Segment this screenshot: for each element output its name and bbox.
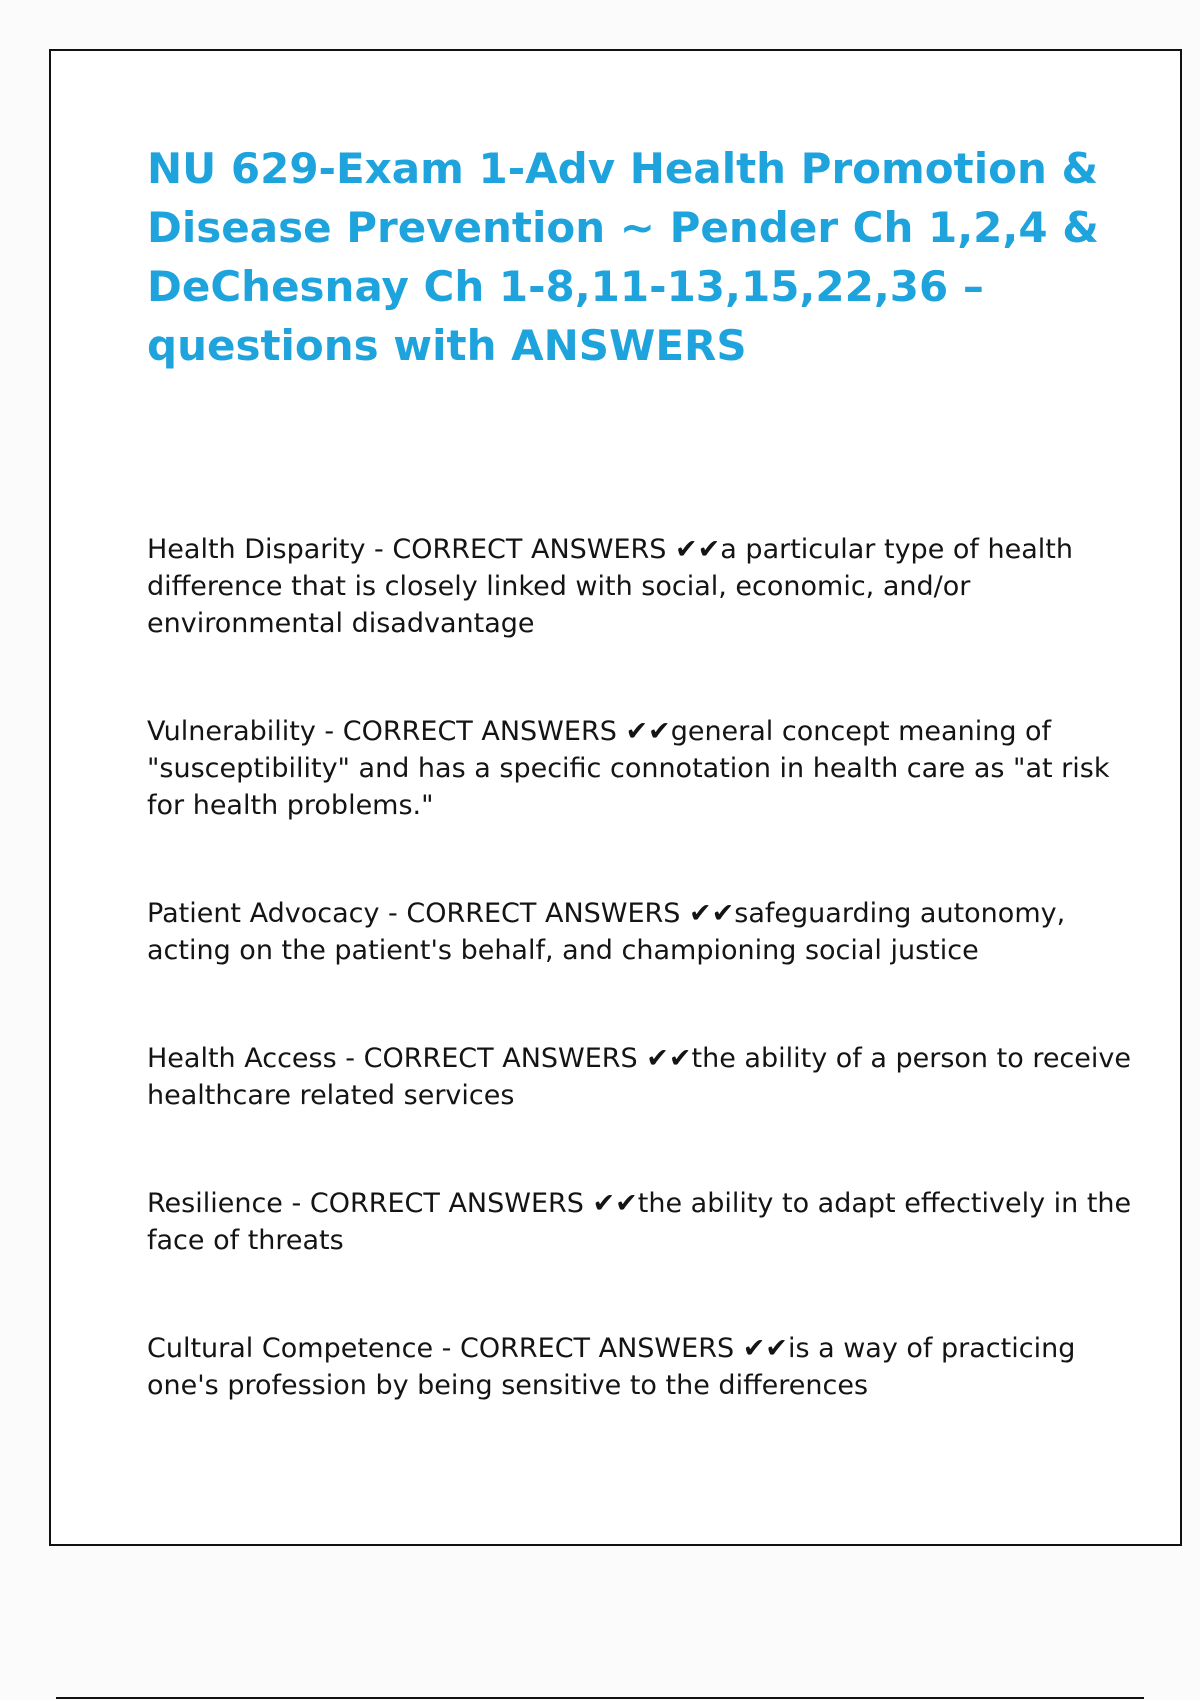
entry-definition: the ability to adapt effectively in the face of threats <box>147 1188 1140 1256</box>
document-page <box>49 49 1182 1546</box>
checkmark-icon: ✔✔ <box>646 1043 692 1074</box>
answer-marker: CORRECT ANSWERS <box>342 716 617 747</box>
checkmark-icon: ✔✔ <box>592 1188 638 1219</box>
entry-definition: safeguarding autonomy, acting on the patient's behalf, and championing social justice <box>147 898 1074 966</box>
entry-definition: is a way of practicing one's profession by being sensitive to the differences <box>147 1333 1084 1401</box>
answer-marker: CORRECT ANSWERS <box>460 1333 735 1364</box>
checkmark-icon: ✔✔ <box>625 716 671 747</box>
qa-entry-health-disparity: Health Disparity - CORRECT ANSWERS ✔✔a particular type of health difference that is closely linked with social, economic, and/or environmental disadvantage <box>147 534 1082 639</box>
bottom-divider <box>56 1697 1144 1699</box>
checkmark-icon: ✔✔ <box>689 898 735 929</box>
entry-term: Resilience <box>147 1188 283 1219</box>
qa-entry-resilience: Resilience - CORRECT ANSWERS ✔✔the ability to adapt effectively in the face of threats <box>147 1188 1140 1256</box>
entry-definition: the ability of a person to receive healthcare related services <box>147 1043 1140 1111</box>
qa-list <box>147 531 1140 1404</box>
answer-marker: CORRECT ANSWERS <box>406 898 681 929</box>
checkmark-icon: ✔✔ <box>675 534 721 565</box>
checkmark-icon: ✔✔ <box>742 1333 788 1364</box>
answer-marker: CORRECT ANSWERS <box>309 1188 584 1219</box>
entry-term: Vulnerability <box>147 716 316 747</box>
qa-entry-cultural-competence: Cultural Competence - CORRECT ANSWERS ✔✔is a way of practicing one's profession by being sensitive to the differences <box>147 1333 1084 1401</box>
entry-definition: general concept meaning of "susceptibility" and has a specific connotation in health care as "at risk for health problems." <box>147 716 1119 821</box>
qa-entry-health-access: Health Access - CORRECT ANSWERS ✔✔the ability of a person to receive healthcare related services <box>147 1043 1140 1111</box>
entry-term: Health Disparity <box>147 534 366 565</box>
answer-marker: CORRECT ANSWERS <box>363 1043 638 1074</box>
answer-marker: CORRECT ANSWERS <box>392 534 667 565</box>
entry-term: Patient Advocacy <box>147 898 380 929</box>
entry-term: Cultural Competence <box>147 1333 434 1364</box>
qa-entry-patient-advocacy: Patient Advocacy - CORRECT ANSWERS ✔✔safeguarding autonomy, acting on the patient's behalf, and championing social justice <box>147 898 1074 966</box>
entry-term: Health Access <box>147 1043 337 1074</box>
qa-entry-vulnerability: Vulnerability - CORRECT ANSWERS ✔✔general concept meaning of "susceptibility" and has a specific connotation in health care as "at risk for health problems." <box>147 716 1119 821</box>
entry-definition: a particular type of health difference that is closely linked with social, economic, and/or environmental disadvantage <box>147 534 1082 639</box>
document-title: NU 629-Exam 1-Adv Health Promotion & Disease Prevention ~ Pender Ch 1,2,4 & DeChesnay Ch 1-8,11-13,15,22,36 – questions with ANSWERS <box>147 144 1099 370</box>
